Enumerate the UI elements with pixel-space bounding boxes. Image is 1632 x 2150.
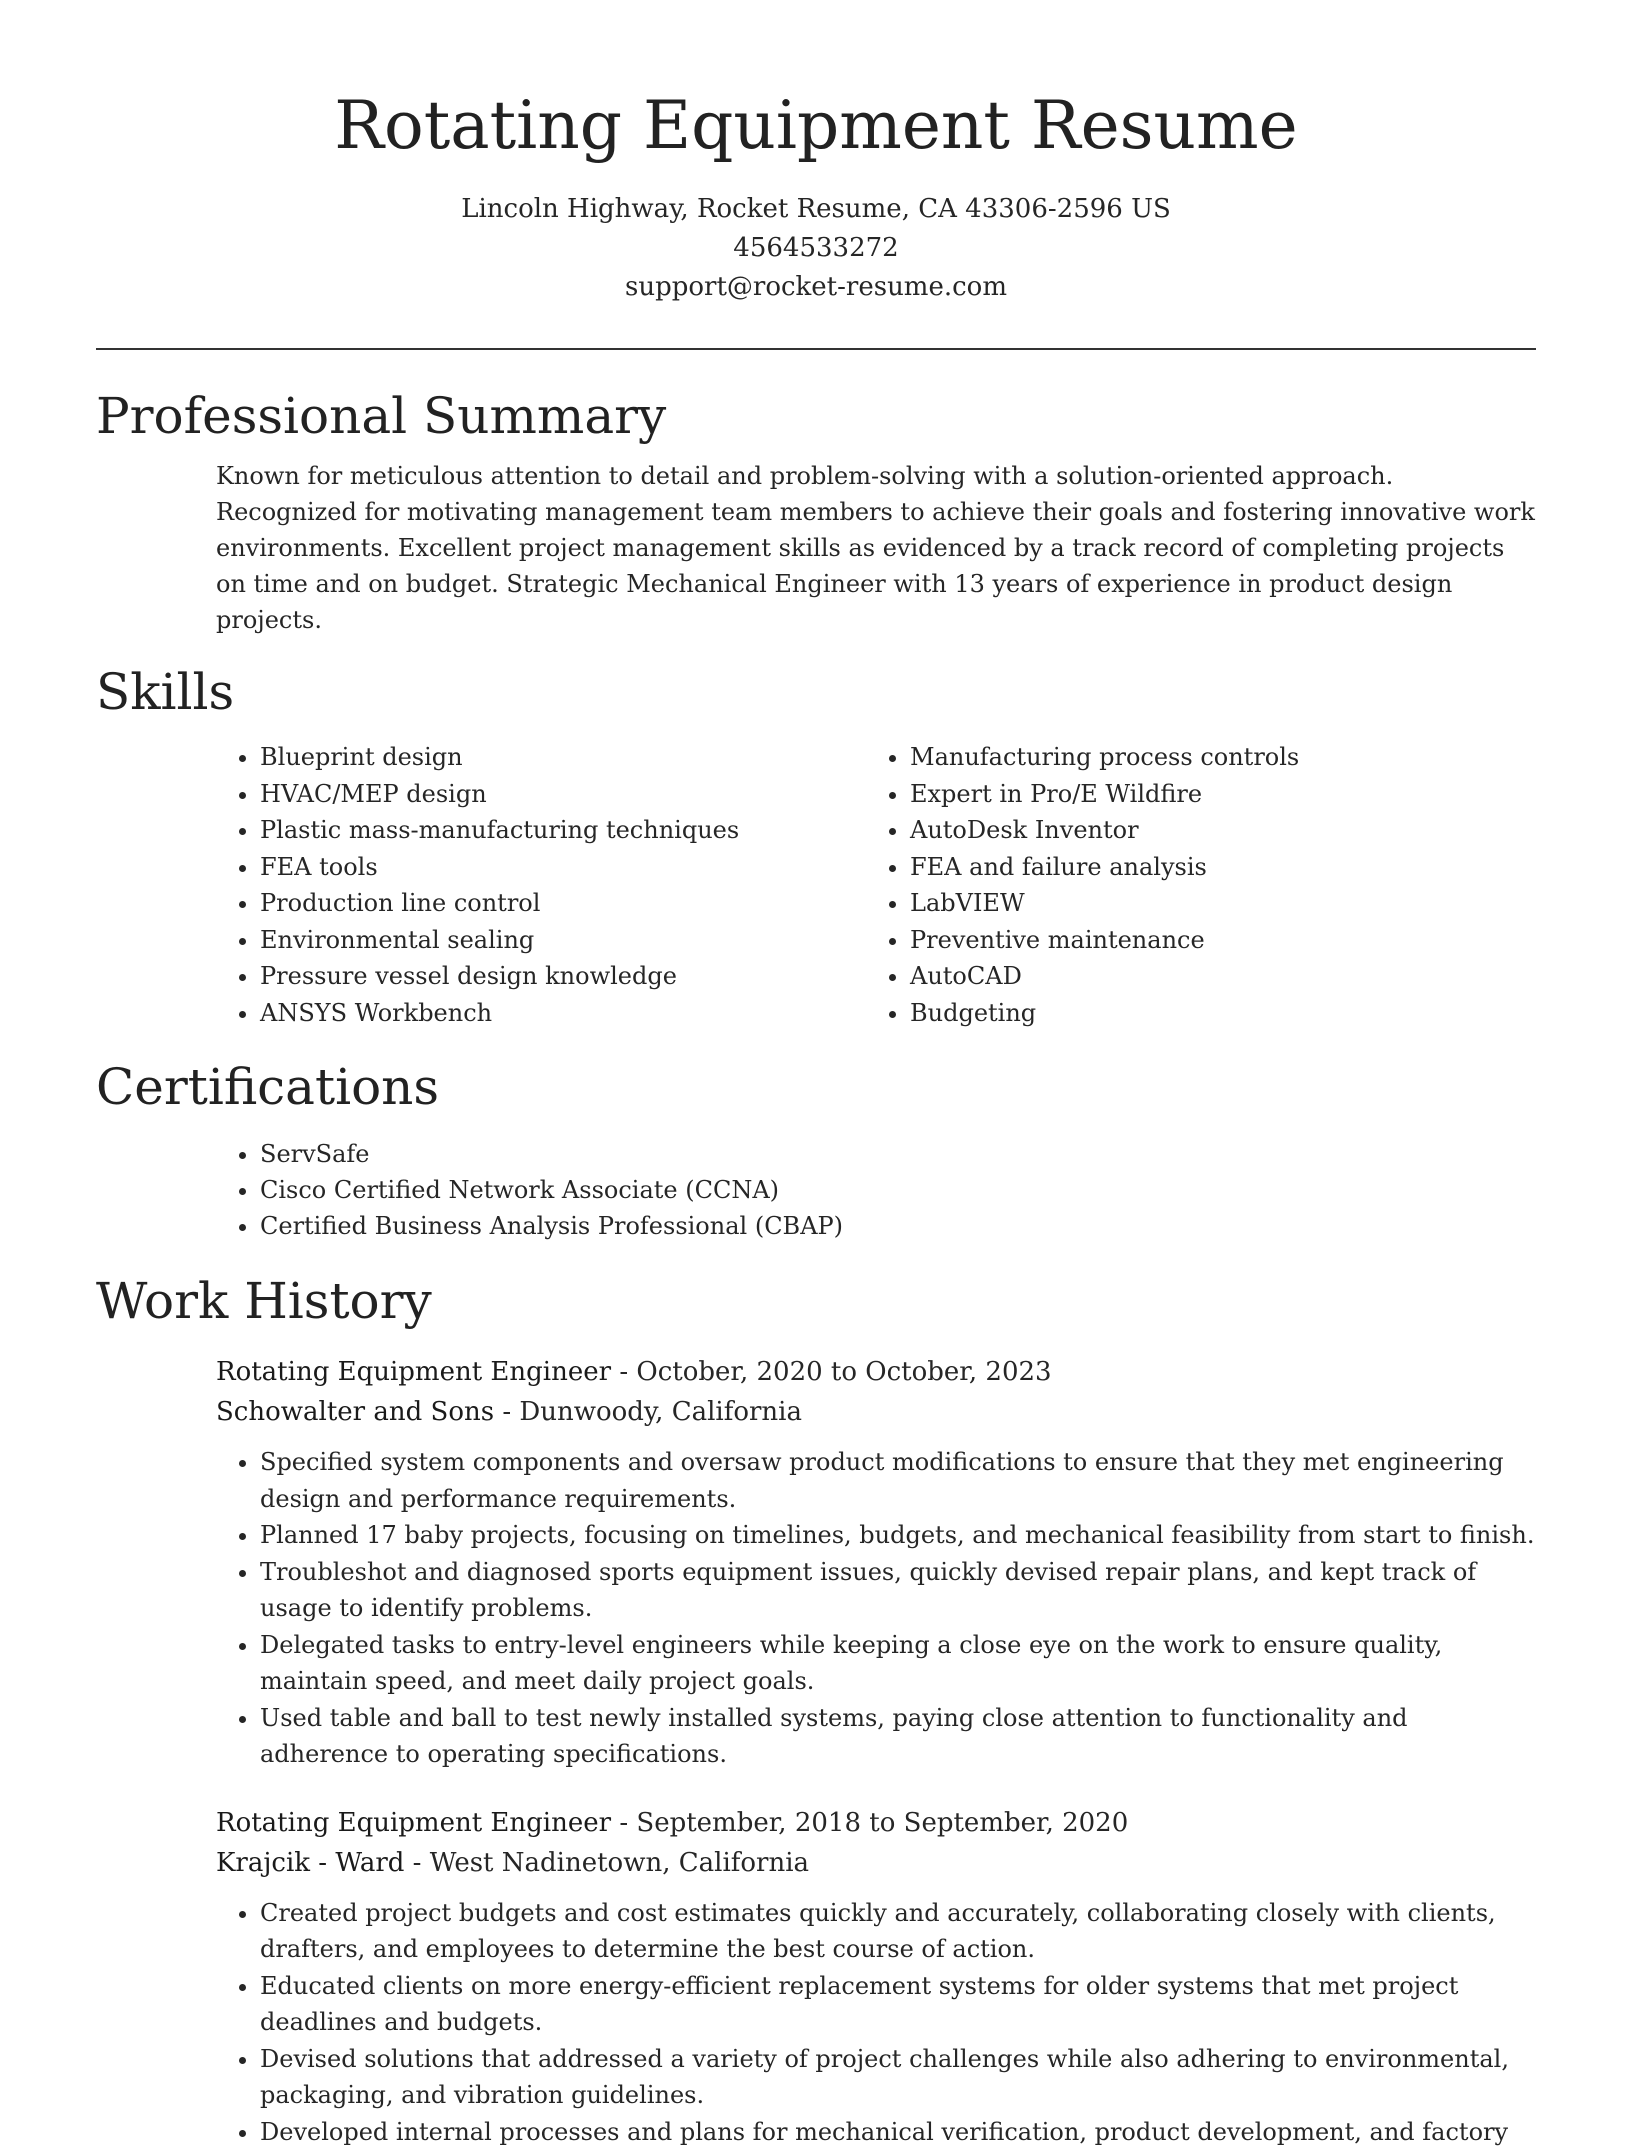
skill-item: • Budgeting [910, 995, 1516, 1032]
skill-item: • Environmental sealing [260, 922, 866, 959]
work-history-section [96, 1270, 1536, 2150]
contact-address: Lincoln Highway, Rocket Resume, CA 43306-2596 US [96, 190, 1536, 229]
job-bullet: • Educated clients on more energy-efficient replacement systems for older systems that met project deadlines and budgets. [260, 1968, 1536, 2041]
summary-text: Known for meticulous attention to detail and problem-solving with a solution-oriented approach. Recognized for motivating management team members to achieve their goals and fostering innovative work environments. Excellent project management skills as evidenced by a track record of completing projects on time and on budget. Strategic Mechanical Engineer with 13 years of experience in product design projects. [216, 458, 1536, 638]
job-location: - Dunwoody, California [494, 1397, 802, 1427]
skill-item: • AutoCAD [910, 958, 1516, 995]
skill-item: • Manufacturing process controls [910, 739, 1516, 776]
skill-item: • ANSYS Workbench [260, 995, 866, 1032]
skill-item: • FEA tools [260, 849, 866, 886]
certification-item: • Certified Business Analysis Professional (CBAP) [260, 1208, 1536, 1244]
job-company-line [216, 1392, 1536, 1432]
job-bullet: • Developed internal processes and plans for mechanical verification, product development, and factory [260, 2114, 1536, 2150]
skills-heading: Skills [96, 661, 1536, 723]
certification-item: • ServSafe [260, 1136, 1536, 1172]
job-entry [216, 1352, 1536, 1773]
certifications-section [96, 1056, 1536, 1244]
job-bullet: • Delegated tasks to entry-level engineers while keeping a close eye on the work to ensure quality, maintain speed, and meet daily project goals. [260, 1627, 1536, 1700]
skill-item: • Expert in Pro/E Wildfire [910, 776, 1516, 813]
skills-grid [216, 739, 1536, 1031]
skill-item: • Production line control [260, 885, 866, 922]
skill-item: • Blueprint design [260, 739, 866, 776]
job-dates: - October, 2020 to October, 2023 [611, 1357, 1052, 1387]
contact-email: support@rocket-resume.com [96, 268, 1536, 307]
skill-item: • Pressure vessel design knowledge [260, 958, 866, 995]
work-history-heading: Work History [96, 1270, 1536, 1332]
skills-list-right [866, 739, 1516, 1031]
job-company: Krajcik - Ward [216, 1848, 404, 1878]
skill-item: • Preventive maintenance [910, 922, 1516, 959]
job-title: Rotating Equipment Engineer [216, 1808, 611, 1838]
skills-section [96, 661, 1536, 1031]
contact-phone: 4564533272 [96, 229, 1536, 268]
job-bullet: • Devised solutions that addressed a variety of project challenges while also adhering to environmental, packaging, and vibration guidelines. [260, 2041, 1536, 2114]
certifications-list [216, 1136, 1536, 1244]
header-divider [96, 348, 1536, 350]
resume-page [96, 0, 1536, 2150]
job-dates: - September, 2018 to September, 2020 [611, 1808, 1128, 1838]
job-bullet: • Specified system components and oversaw product modifications to ensure that they met engineering design and performance requirements. [260, 1444, 1536, 1517]
professional-summary-section [96, 385, 1536, 638]
job-bullets [216, 1444, 1536, 1773]
job-title-line [216, 1803, 1536, 1843]
skills-list-left [216, 739, 866, 1031]
skill-item: • LabVIEW [910, 885, 1516, 922]
job-bullet: • Troubleshot and diagnosed sports equipment issues, quickly devised repair plans, and kept track of usage to identify problems. [260, 1554, 1536, 1627]
skill-item: • HVAC/MEP design [260, 776, 866, 813]
job-company-line [216, 1843, 1536, 1883]
skill-item: • FEA and failure analysis [910, 849, 1516, 886]
job-title-line [216, 1352, 1536, 1392]
job-company: Schowalter and Sons [216, 1397, 494, 1427]
certifications-heading: Certifications [96, 1056, 1536, 1118]
summary-heading: Professional Summary [96, 385, 1536, 447]
job-bullet: • Planned 17 baby projects, focusing on timelines, budgets, and mechanical feasibility from start to finish. [260, 1517, 1536, 1554]
resume-title: Rotating Equipment Resume [96, 0, 1536, 170]
contact-block [96, 190, 1536, 307]
job-bullet: • Created project budgets and cost estimates quickly and accurately, collaborating closely with clients, drafters, and employees to determine the best course of action. [260, 1895, 1536, 1968]
certification-item: • Cisco Certified Network Associate (CCNA) [260, 1172, 1536, 1208]
job-entry [216, 1803, 1536, 2150]
job-bullet: • Used table and ball to test newly installed systems, paying close attention to functionality and adherence to operating specifications. [260, 1700, 1536, 1773]
skill-item: • Plastic mass-manufacturing techniques [260, 812, 866, 849]
job-title: Rotating Equipment Engineer [216, 1357, 611, 1387]
skill-item: • AutoDesk Inventor [910, 812, 1516, 849]
job-location: - West Nadinetown, California [404, 1848, 809, 1878]
